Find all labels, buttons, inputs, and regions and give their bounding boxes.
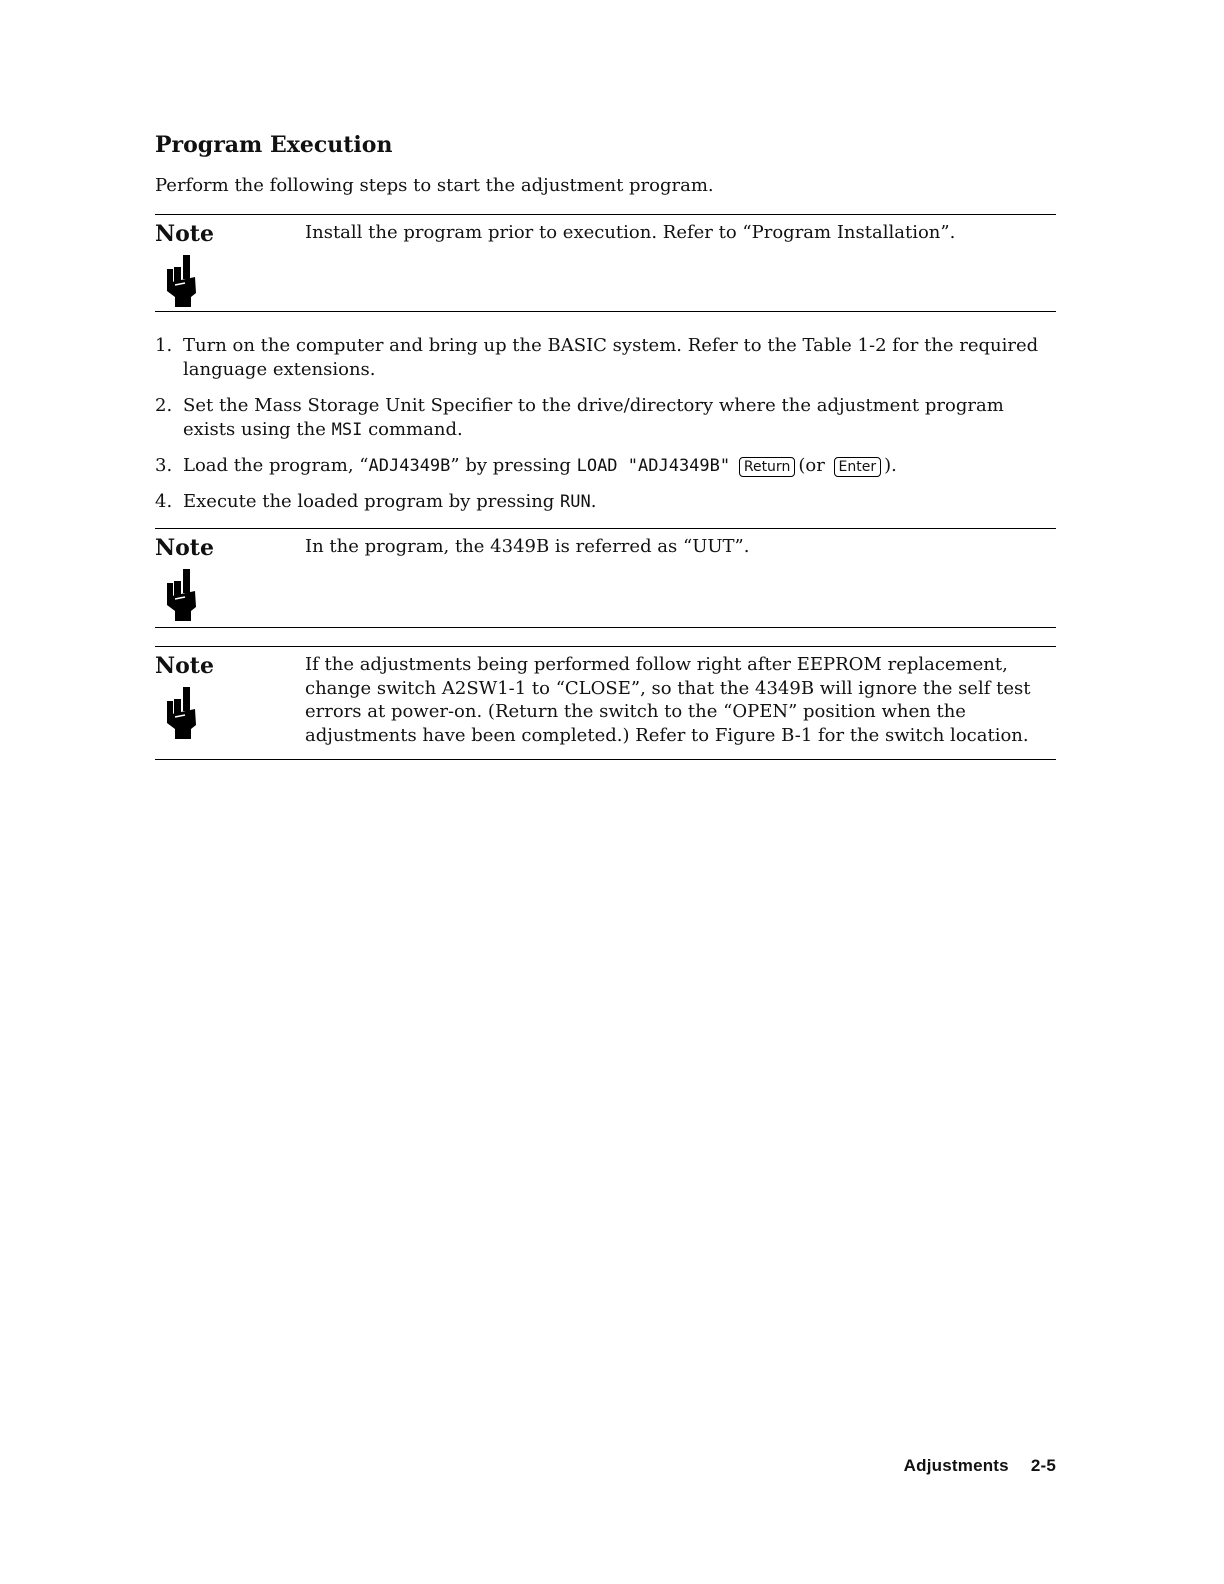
pointing-hand-icon [165, 687, 199, 739]
note-text: In the program, the 4349B is referred as “UUT”. [305, 536, 750, 557]
page-content [155, 128, 1056, 760]
code-msi: MSI [331, 420, 363, 440]
code-load-command: LOAD "ADJ4349B" [576, 456, 731, 476]
section-title: Program Execution [155, 132, 393, 158]
note-label: Note [155, 653, 214, 679]
note-label: Note [155, 221, 214, 247]
note-box [155, 646, 1056, 760]
footer-page-number: 2-5 [1030, 1456, 1056, 1475]
list-item: 3. Load the program, “ADJ4349B” by pressing LOAD "ADJ4349B" Return (or Enter ). [155, 455, 897, 476]
enter-key: Enter [834, 457, 882, 477]
note-text: If the adjustments being performed follow right after EEPROM replacement, change switch A2SW1-1 to “CLOSE”, so that the 4349B will ignore the self test errors at power-on. (Return the switch to the “OPEN” position when the adjustments have been completed.) Refer to Figure B-1 for the switch location. [305, 654, 1031, 746]
note-label: Note [155, 535, 214, 561]
footer-section: Adjustments [903, 1456, 1009, 1475]
code-run: RUN [560, 492, 591, 512]
intro-paragraph: Perform the following steps to start the adjustment program. [155, 175, 714, 196]
list-item: 2. Set the Mass Storage Unit Specifier to the drive/directory where the adjustment program exists using the MSI command. [155, 395, 1004, 440]
note-box [155, 214, 1056, 312]
note-text: Install the program prior to execution. Refer to “Program Installation”. [305, 222, 956, 243]
page-footer [904, 1456, 1056, 1476]
note-box [155, 528, 1056, 628]
pointing-hand-icon [165, 569, 199, 621]
list-item: 1. Turn on the computer and bring up the BASIC system. Refer to the Table 1-2 for the required language extensions. [155, 335, 1039, 380]
steps-list [155, 334, 1056, 514]
code-program-name: ADJ4349B [368, 456, 451, 476]
return-key: Return [739, 457, 795, 477]
pointing-hand-icon [165, 255, 199, 307]
list-item: 4. Execute the loaded program by pressing RUN. [155, 491, 597, 512]
